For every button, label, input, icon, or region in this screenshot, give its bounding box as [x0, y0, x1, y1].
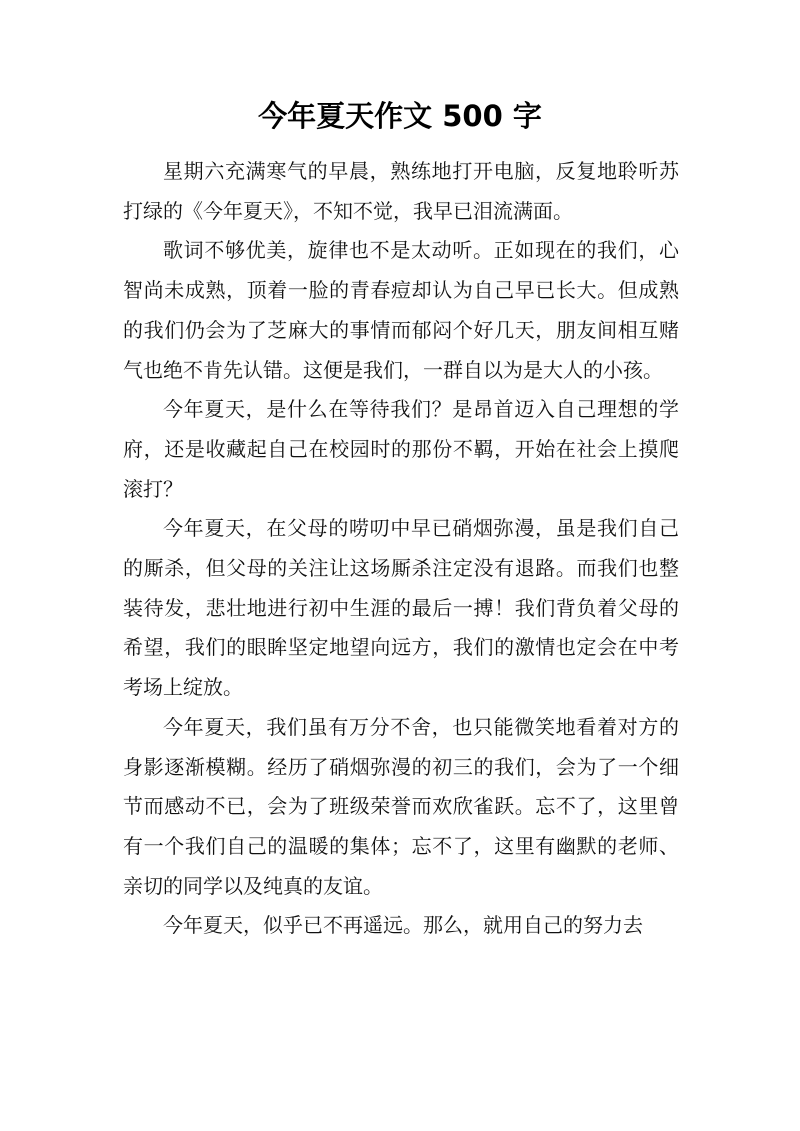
paragraph: 星期六充满寒气的早晨，熟练地打开电脑，反复地聆听苏打绿的《今年夏天》，不知不觉，我早已泪流满面。: [123, 159, 679, 223]
document-title: 今年夏天作文 500 字: [258, 99, 542, 133]
paragraph: 歌词不够优美，旋律也不是太动听。正如现在的我们，心智尚未成熟，顶着一脸的青春痘却认为自己早已长大。但成熟的我们仍会为了芝麻大的事情而郁闷个好几天，朋友间相互赌气也绝不肯先认错。这便是我们，一群自以为是大人的小孩。: [123, 238, 679, 382]
paragraph: 今年夏天，似乎已不再遥远。那么，就用自己的努力去: [163, 913, 643, 938]
paragraph: 今年夏天，是什么在等待我们？是昂首迈入自己理想的学府，还是收藏起自己在校园时的那份不羁，开始在社会上摸爬滚打？: [123, 397, 679, 501]
paragraph: 今年夏天，我们虽有万分不舍，也只能微笑地看着对方的身影逐渐模糊。经历了硝烟弥漫的初三的我们，会为了一个细节而感动不已，会为了班级荣誉而欢欣雀跃。忘不了，这里曾有一个我们自己的温暖的集体；忘不了，这里有幽默的老师、亲切的同学以及纯真的友谊。: [123, 714, 679, 898]
document-body: [123, 152, 679, 946]
paragraph: 今年夏天，在父母的唠叨中早已硝烟弥漫，虽是我们自己的厮杀，但父母的关注让这场厮杀注定没有退路。而我们也整装待发，悲壮地进行初中生涯的最后一搏！我们背负着父母的希望，我们的眼眸坚定地望向远方，我们的激情也定会在中考考场上绽放。: [123, 516, 679, 700]
